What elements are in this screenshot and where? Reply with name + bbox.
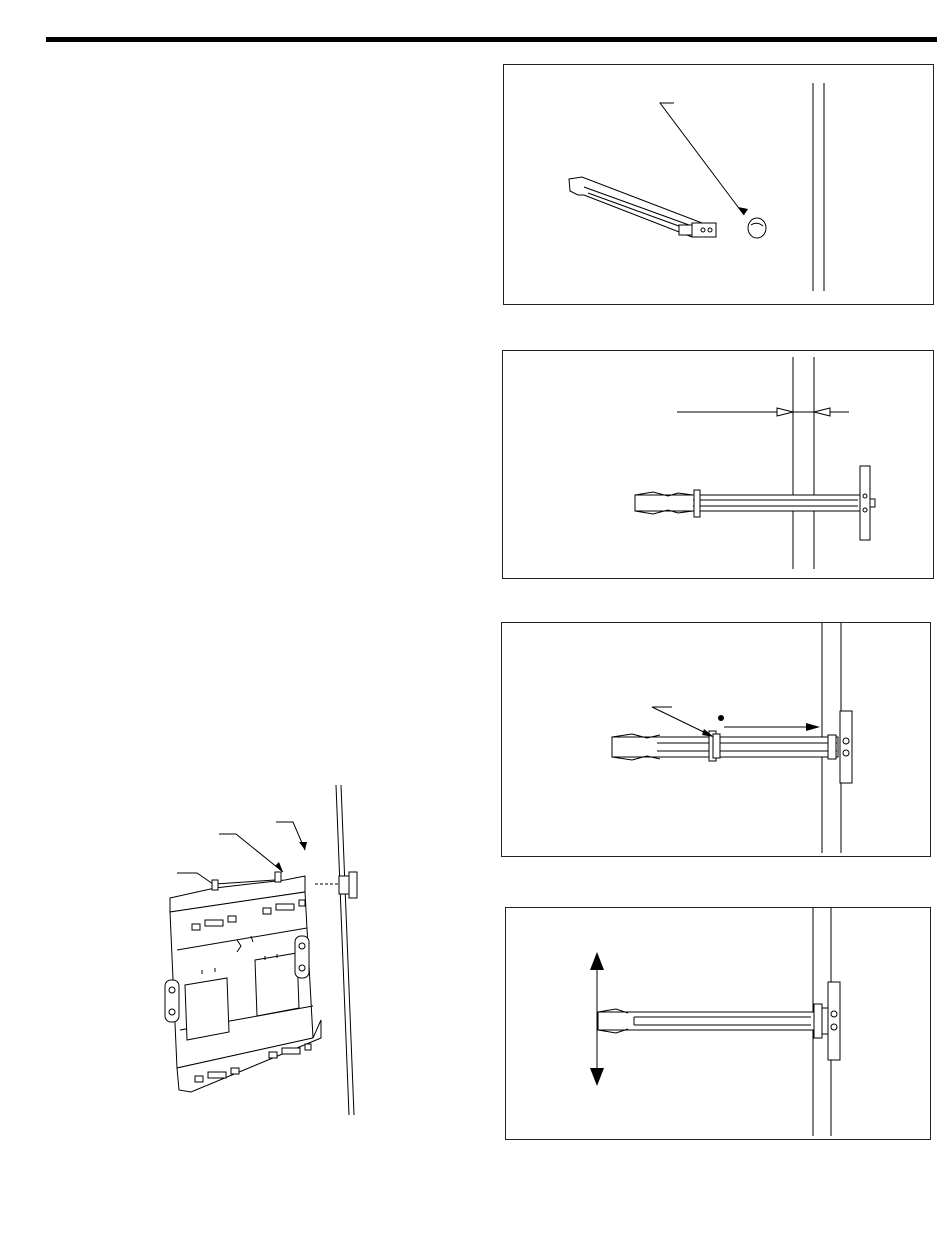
drill-illustration bbox=[504, 65, 933, 304]
figure-washer-slide-panel bbox=[501, 622, 931, 857]
figure-wall-plate-mounting bbox=[155, 780, 385, 1120]
washer-slide-illustration bbox=[502, 623, 930, 856]
wall-plate-illustration bbox=[155, 780, 385, 1120]
figure-drill-panel bbox=[503, 64, 934, 305]
figure-toggle-bolt-panel bbox=[502, 350, 934, 579]
snap-off-illustration bbox=[506, 908, 930, 1139]
header-rule bbox=[46, 37, 937, 42]
figure-snap-off-panel bbox=[505, 907, 931, 1140]
toggle-bolt-illustration bbox=[503, 351, 933, 578]
